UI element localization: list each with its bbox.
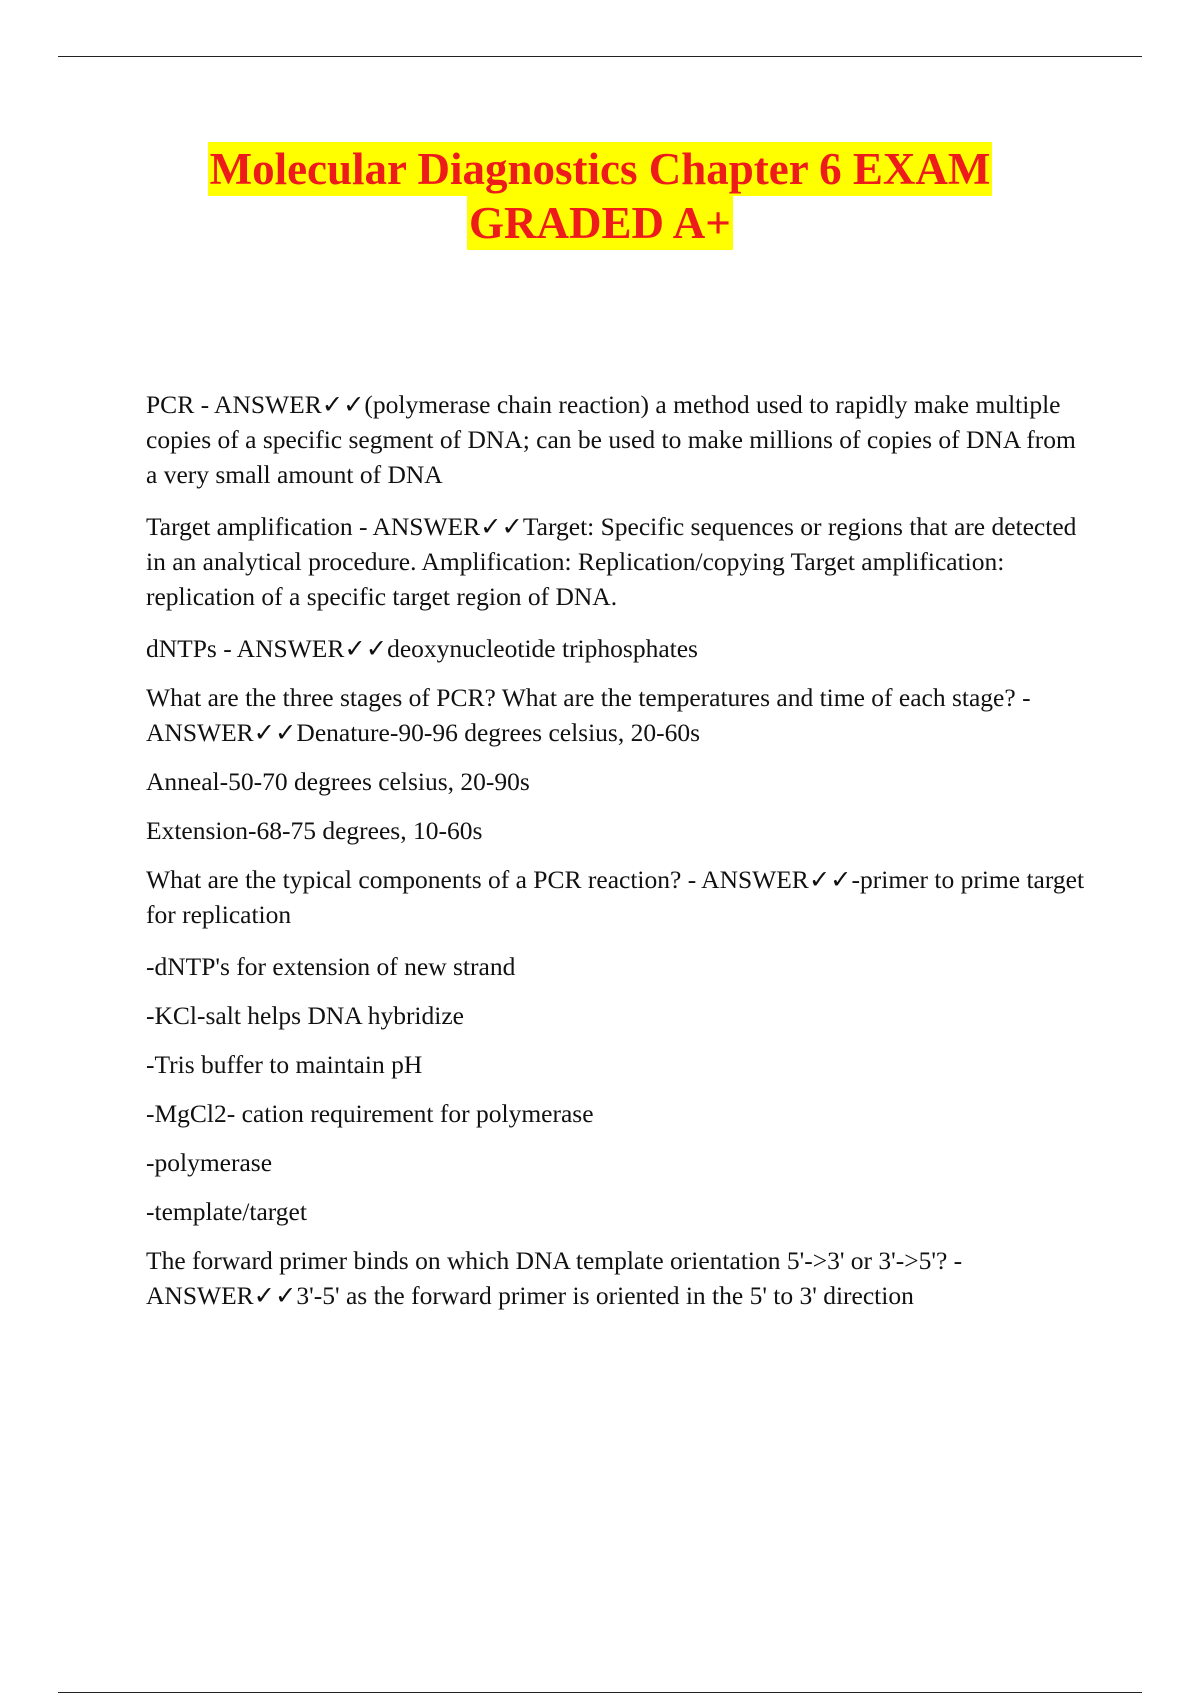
qa-pcr-stages: What are the three stages of PCR? What are the temperatures and time of each stage? - ANSWER✓✓Denature-90-96 degrees celsius, 20-60s xyxy=(146,683,1031,747)
top-rule xyxy=(58,56,1142,57)
list-item-polymerase: -polymerase xyxy=(146,1148,273,1177)
qa-pcr-components: What are the typical components of a PCR reaction? - ANSWER✓✓-primer to prime target for replication xyxy=(146,865,1085,929)
qa-target-amplification: Target amplification - ANSWER✓✓Target: Specific sequences or regions that are detected in an analytical procedure. Amplification: Replication/copying Target amplification: replication of a specific target region of DNA. xyxy=(146,512,1077,611)
list-item-tris: -Tris buffer to maintain pH xyxy=(146,1050,423,1079)
qa-pcr: PCR - ANSWER✓✓(polymerase chain reaction) a method used to rapidly make multiple copies of a specific segment of DNA; can be used to make millions of copies of DNA from a very small amount of DNA xyxy=(146,390,1076,489)
bottom-rule xyxy=(58,1692,1142,1693)
qa-forward-primer: The forward primer binds on which DNA template orientation 5'->3' or 3'->5'? - ANSWER✓✓3'-5' as the forward primer is oriented in the 5' to 3' direction xyxy=(146,1246,963,1310)
document-title xyxy=(0,142,1200,250)
list-item-kcl: -KCl-salt helps DNA hybridize xyxy=(146,1001,464,1030)
list-item-dntps: -dNTP's for extension of new strand xyxy=(146,952,516,981)
title-line-1: Molecular Diagnostics Chapter 6 EXAM xyxy=(209,144,991,194)
qa-dntps: dNTPs - ANSWER✓✓deoxynucleotide triphosphates xyxy=(146,634,698,663)
list-item-anneal: Anneal-50-70 degrees celsius, 20-90s xyxy=(146,767,530,796)
document-body xyxy=(146,387,1086,1330)
list-item-extension: Extension-68-75 degrees, 10-60s xyxy=(146,816,483,845)
title-line-2: GRADED A+ xyxy=(469,198,731,248)
list-item-mgcl2: -MgCl2- cation requirement for polymerase xyxy=(146,1099,594,1128)
list-item-template: -template/target xyxy=(146,1197,307,1226)
